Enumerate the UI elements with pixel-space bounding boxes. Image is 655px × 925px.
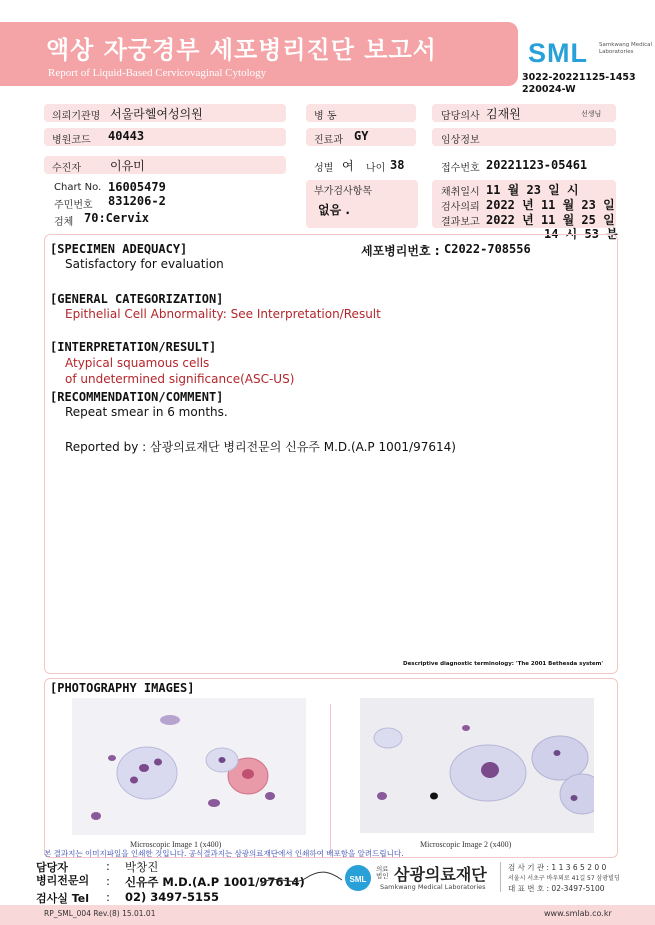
patient-label: 수진자	[52, 163, 81, 174]
collect-label: 채취일시	[441, 187, 480, 198]
sex-value: 여	[342, 159, 354, 173]
microscopic-image-1-graphic	[72, 698, 306, 835]
foundation-name-en: Samkwang Medical Laboratories	[380, 883, 486, 891]
reported-by: Reported by : 삼광의료재단 병리전문의 신유주 M.D.(A.P 1001/97614)	[65, 440, 456, 454]
report-date-label: 결과보고	[441, 217, 480, 228]
doctor-value: 김재원	[486, 107, 521, 121]
terminology-note: Descriptive diagnostic terminology: 'The 2001 Bethesda system'	[403, 661, 604, 667]
sml-logo: SML	[528, 38, 588, 68]
person-colon: :	[106, 859, 110, 873]
ward-label: 병 동	[314, 111, 337, 122]
sex-label: 성별	[314, 163, 334, 174]
specimen-value: 70:Cervix	[84, 211, 150, 225]
chart-no-value: 16005479	[108, 180, 166, 194]
sml-logo-subtext: Samkwang Medical Laboratories	[599, 42, 653, 55]
website-link[interactable]: www.smlab.co.kr	[544, 909, 612, 918]
signature-scribble	[256, 868, 346, 892]
org-line1: 검 사 기 관 : 1 1 3 6 5 2 0 0	[508, 863, 607, 872]
tel-colon: :	[106, 890, 110, 904]
age-value: 38	[390, 158, 405, 172]
image-2-caption: Microscopic Image 2 (x400)	[420, 840, 512, 849]
print-notice: 본 결과지는 이미지파일을 인쇄한 것입니다. 공식결과지는 삼광의료재단에서 인쇄하여 배포함을 알려드립니다.	[44, 849, 404, 858]
doctor-label: 담당의사	[441, 111, 480, 122]
collect-value: 11 월 23 일 시	[486, 183, 579, 197]
tel-value: 02) 3497-5155	[125, 890, 220, 904]
age-label: 나이	[366, 163, 386, 174]
hospital-code-value: 40443	[108, 129, 145, 143]
institution-value: 서울라헬여성의원	[110, 107, 203, 121]
receipt-value: 20221123-05461	[486, 158, 588, 172]
report-id-line1: 3022-20221125-1453	[522, 72, 636, 83]
recommendation-heading: [RECOMMENDATION/COMMENT]	[50, 390, 224, 404]
adequacy-heading: [SPECIMEN ADEQUACY]	[50, 242, 188, 256]
interpretation-heading: [INTERPRETATION/RESULT]	[50, 340, 217, 354]
image-1-caption: Microscopic Image 1 (x400)	[130, 840, 222, 849]
cytology-no-label: 세포병리번호 :	[361, 244, 440, 258]
dept-label: 진료과	[314, 135, 343, 146]
microscopic-image-1	[72, 698, 306, 835]
photo-divider	[330, 704, 331, 854]
tel-label: 검사실 Tel	[36, 892, 89, 905]
request-value: 2022 년 11 월 23 일	[486, 198, 615, 212]
report-id-line2: 220024-W	[522, 84, 576, 95]
report-date-value: 2022 년 11 월 25 일	[486, 213, 615, 227]
interpretation-line2: of undetermined significance(ASC-US)	[65, 372, 295, 386]
org-line2: 서울시 서초구 바우뫼로 41길 57 삼광빌딩	[508, 875, 620, 882]
receipt-label: 접수번호	[441, 163, 480, 174]
photo-heading: [PHOTOGRAPHY IMAGES]	[50, 681, 195, 695]
pathologist-colon: :	[106, 874, 110, 888]
specimen-label: 검체	[54, 217, 74, 228]
form-code: RP_SML_004 Rev.(8) 15.01.01	[44, 909, 156, 918]
extra-tests-value: 없음 .	[318, 203, 350, 217]
doctor-suffix: 선생님	[581, 110, 602, 118]
extra-tests-label: 부가검사항목	[314, 186, 372, 197]
recommendation-text: Repeat smear in 6 months.	[65, 405, 228, 419]
interpretation-line1: Atypical squamous cells	[65, 356, 210, 370]
patient-value: 이유미	[110, 159, 145, 173]
pathologist-label: 병리전문의	[36, 874, 90, 887]
report-subtitle: Report of Liquid-Based Cervicovaginal Cytology	[48, 67, 267, 79]
general-text: Epithelial Cell Abnormality: See Interpretation/Result	[65, 307, 381, 321]
hospital-code-label: 병원코드	[52, 135, 91, 146]
pathologist-value: 신유주 M.D.(A.P 1001/97614)	[125, 875, 305, 889]
adequacy-text: Satisfactory for evaluation	[65, 257, 224, 271]
institution-label: 의뢰기관명	[52, 111, 101, 122]
footer-divider	[500, 862, 501, 892]
cytology-no-value: C2022-708556	[444, 242, 531, 256]
chart-no-label: Chart No.	[54, 182, 102, 193]
report-time-value: 14 시 53 분	[544, 227, 618, 241]
svg-text:SML: SML	[349, 875, 367, 884]
request-label: 검사의뢰	[441, 202, 480, 213]
foundation-tag: 의료법인	[376, 865, 389, 880]
person-label: 담당자	[36, 861, 68, 874]
org-line3: 대 표 번 호 : 02-3497-5100	[508, 884, 605, 893]
general-heading: [GENERAL CATEGORIZATION]	[50, 292, 224, 306]
resident-label: 주민번호	[54, 200, 93, 211]
clinical-label: 임상정보	[441, 135, 480, 146]
foundation-logo-icon	[344, 864, 372, 892]
report-title: 액상 자궁경부 세포병리진단 보고서	[46, 36, 437, 64]
microscopic-image-2	[360, 698, 594, 833]
microscopic-image-2-graphic	[360, 698, 594, 833]
dept-value: GY	[354, 129, 369, 143]
person-value: 박창진	[125, 860, 159, 874]
resident-value: 831206-2	[108, 194, 166, 208]
foundation-name: 삼광의료재단	[394, 865, 487, 884]
